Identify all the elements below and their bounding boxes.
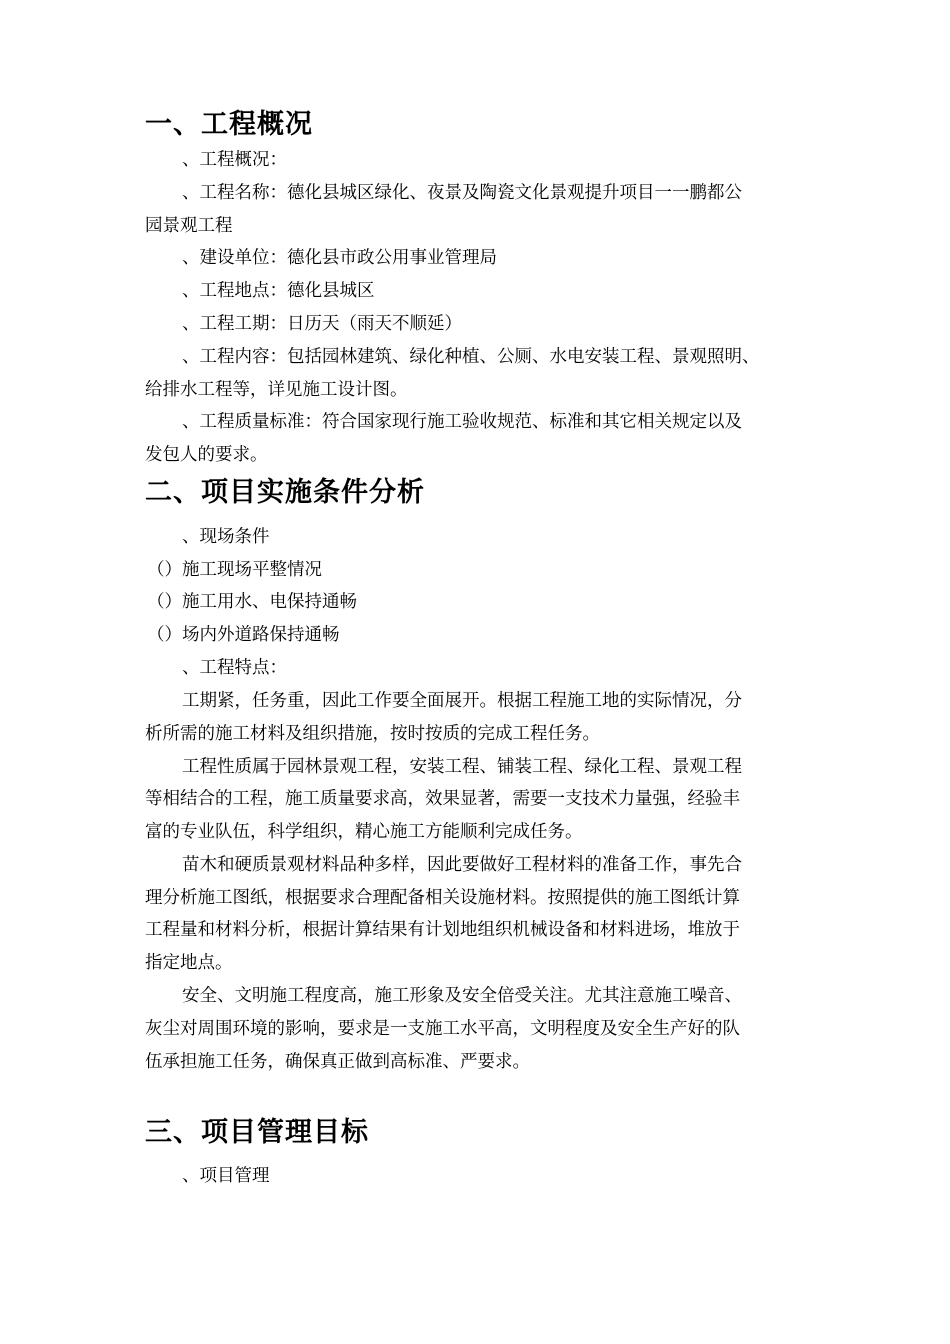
text-line: 、工程地点：德化县城区 [182, 281, 375, 301]
text-line: 、建设单位：德化县市政公用事业管理局 [182, 248, 497, 268]
text-line: 工程性质属于园林景观工程，安装工程、铺装工程、绿化工程、景观工程 [182, 757, 742, 777]
text-line: 、工程内容：包括园林建筑、绿化种植、公厕、水电安装工程、景观照明、 [182, 347, 760, 367]
text-line: 指定地点。 [145, 953, 233, 973]
text-line: 富的专业队伍，科学组织，精心施工方能顺利完成任务。 [145, 822, 583, 842]
text-line: 灰尘对周围环境的影响，要求是一支施工水平高，文明程度及安全生产好的队 [145, 1019, 740, 1039]
text-line: 安全、文明施工程度高，施工形象及安全倍受关注。尤其注意施工噪音、 [182, 986, 742, 1006]
text-line: 、工程概况： [182, 150, 287, 170]
text-line: 理分析施工图纸，根据要求合理配备相关设施材料。按照提供的施工图纸计算 [145, 888, 740, 908]
text-line: 苗木和硬质景观材料品种多样，因此要做好工程材料的准备工作，事先合 [182, 855, 742, 875]
text-line: 、工程质量标准：符合国家现行施工验收规范、标准和其它相关规定以及 [182, 412, 742, 432]
text-line: （）场内外道路保持通畅 [147, 625, 340, 645]
text-line: 、工程工期：日历天（雨天不顺延） [182, 314, 462, 334]
text-line: （）施工用水、电保持通畅 [147, 592, 357, 612]
text-line: 、工程名称：德化县城区绿化、夜景及陶瓷文化景观提升项目一一鹏都公 [182, 183, 742, 203]
text-line: 工期紧，任务重，因此工作要全面展开。根据工程施工地的实际情况，分 [182, 691, 742, 711]
text-line: 、项目管理 [182, 1166, 270, 1186]
text-line: 给排水工程等，详见施工设计图。 [145, 380, 408, 400]
text-line: 、现场条件 [182, 527, 270, 547]
text-line: 、工程特点： [182, 658, 287, 678]
section-heading-conditions: 二、项目实施条件分析 [145, 477, 425, 508]
text-line: （）施工现场平整情况 [147, 560, 322, 580]
text-line: 发包人的要求。 [145, 445, 268, 465]
text-line: 等相结合的工程，施工质量要求高，效果显著，需要一支技术力量强，经验丰 [145, 789, 740, 809]
text-line: 伍承担施工任务，确保真正做到高标准、严要求。 [145, 1052, 530, 1072]
text-line: 析所需的施工材料及组织措施，按时按质的完成工程任务。 [145, 724, 600, 744]
section-heading-overview: 一、工程概况 [145, 109, 313, 140]
text-line: 工程量和材料分析，根据计算结果有计划地组织机械设备和材料进场，堆放于 [145, 920, 740, 940]
section-heading-goals: 三、项目管理目标 [145, 1117, 369, 1148]
text-line: 园景观工程 [145, 216, 233, 236]
